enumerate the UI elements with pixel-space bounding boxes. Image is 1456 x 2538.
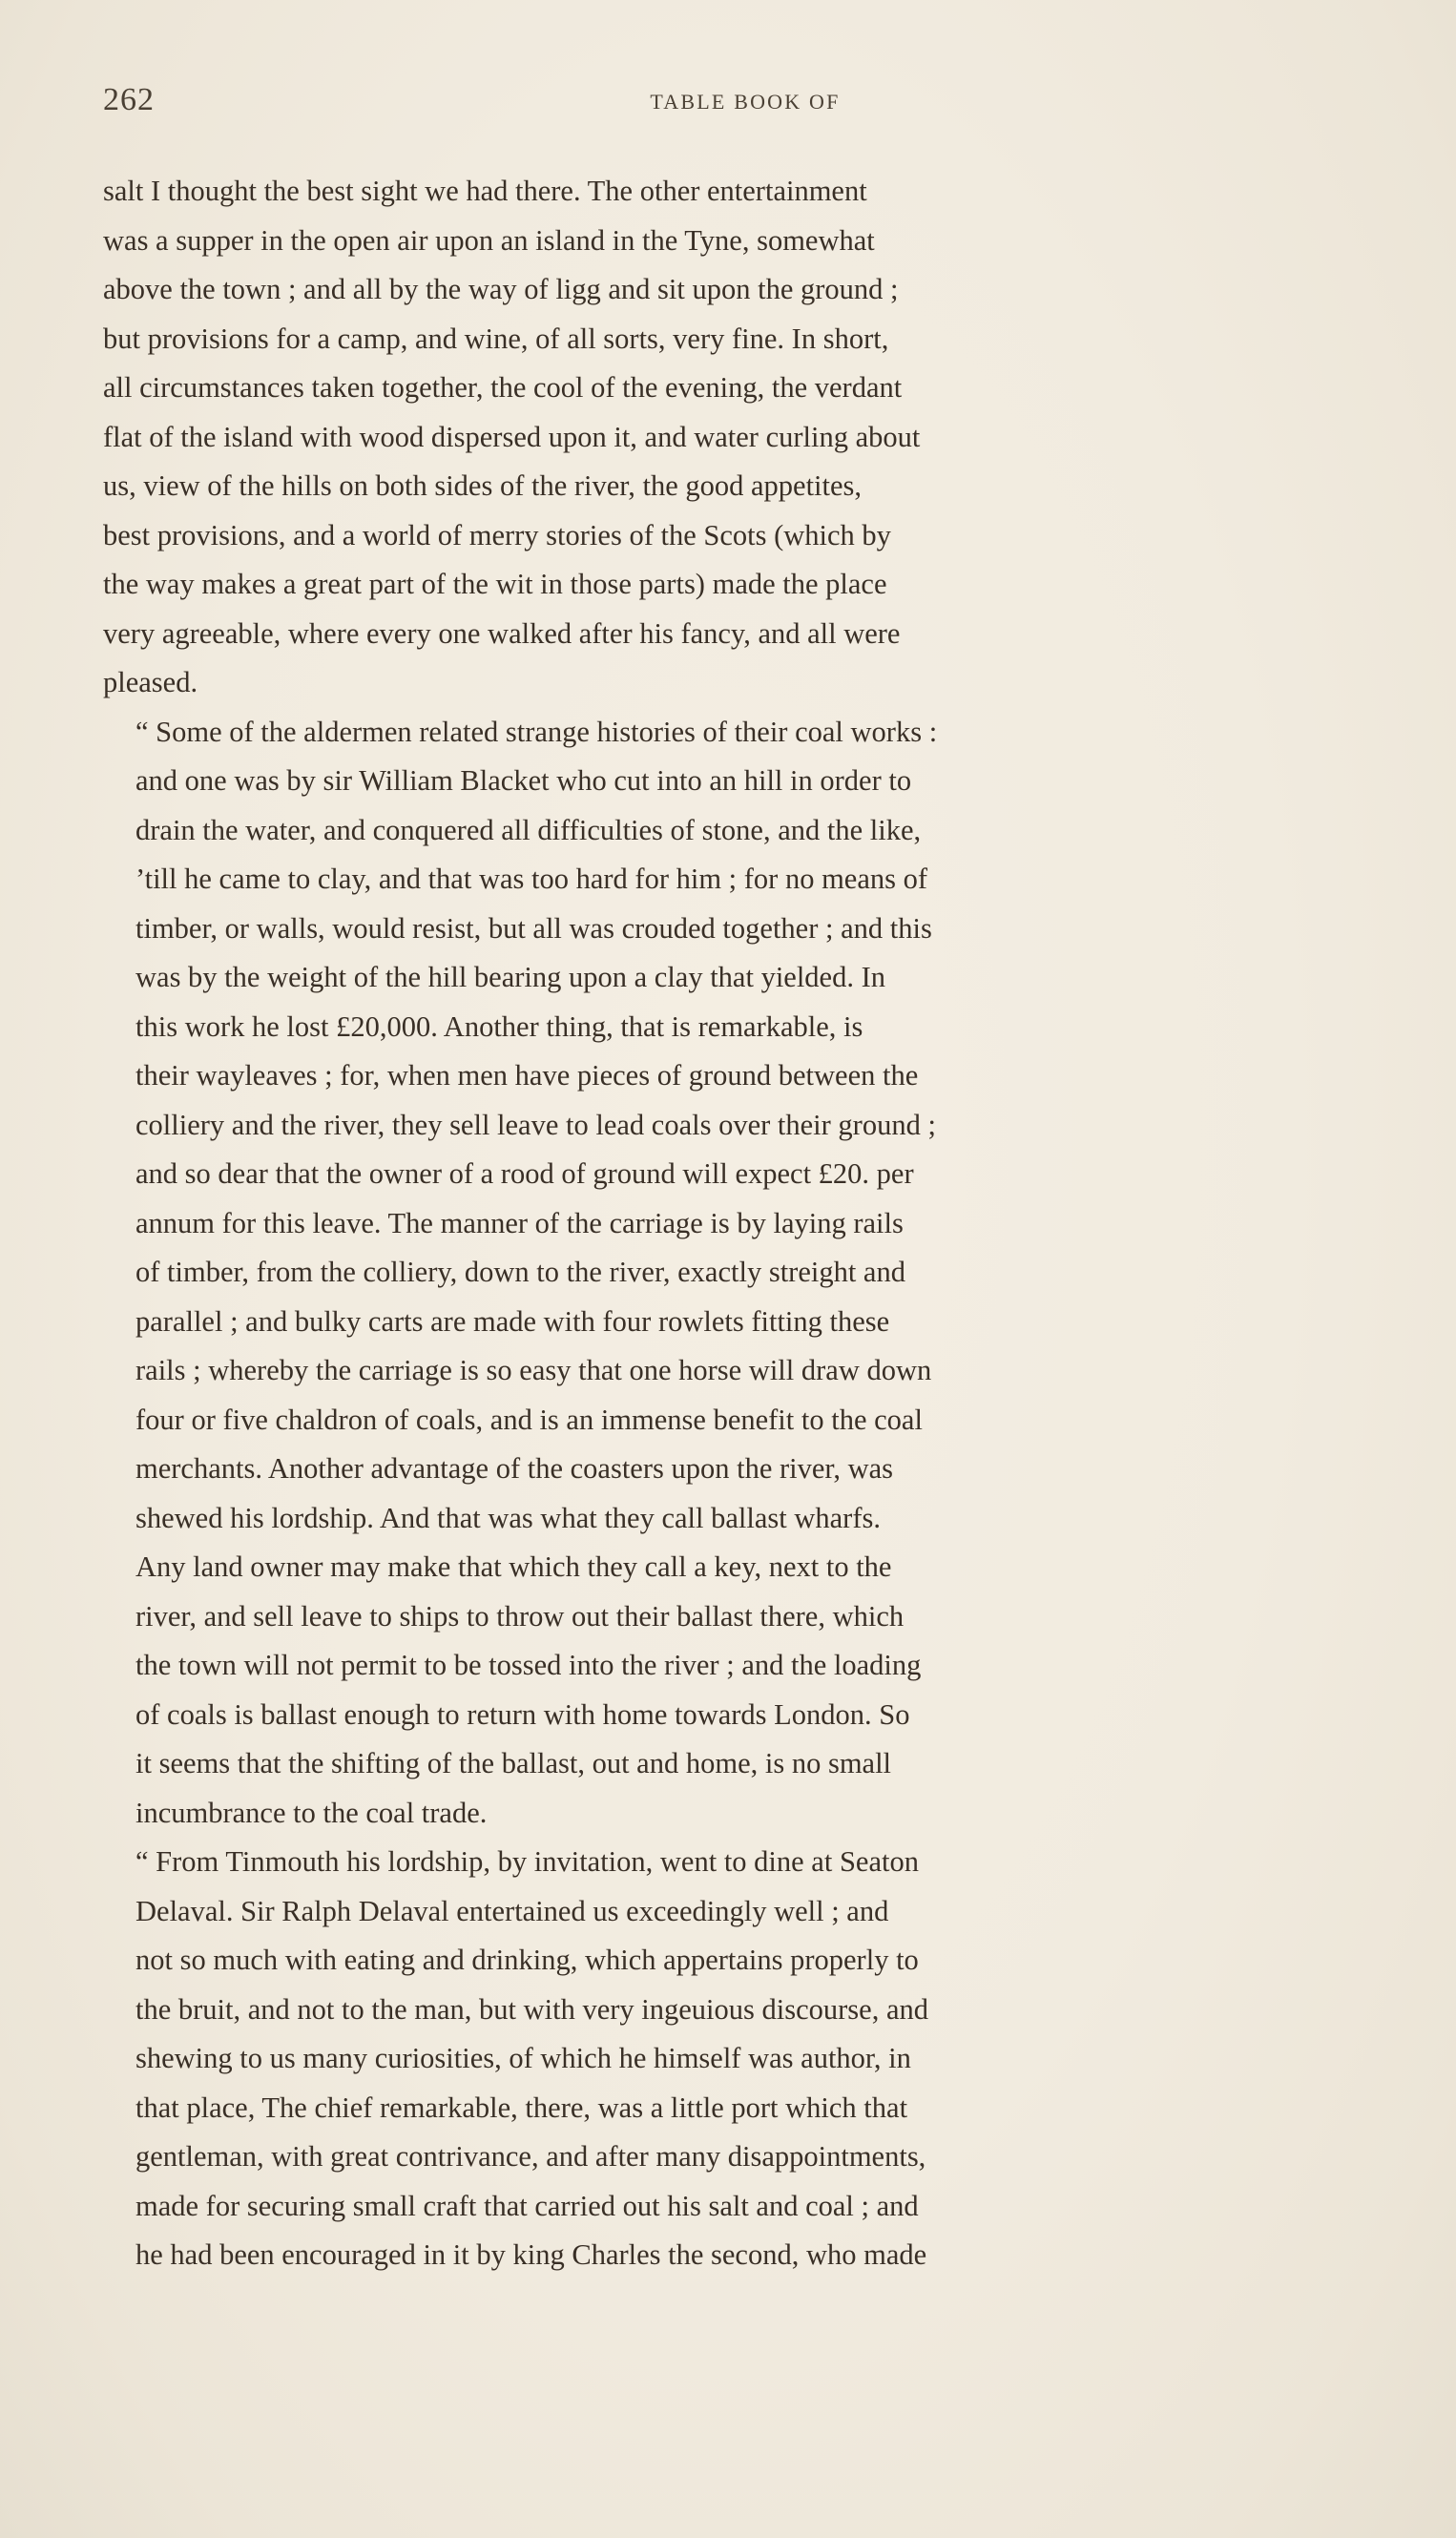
text-line: annum for this leave. The manner of the carriage is by laying rails — [135, 1206, 904, 1239]
text-line: all circumstances taken together, the cool of the evening, the verdant — [103, 371, 903, 404]
text-line: best provisions, and a world of merry stories of the Scots (which by — [103, 518, 891, 551]
text-line: above the town ; and all by the way of ligg and sit upon the ground ; — [103, 273, 899, 305]
text-line: salt I thought the best sight we had there. The other entertainment — [103, 175, 867, 207]
text-line: the town will not permit to be tossed into the river ; and the loading — [135, 1649, 922, 1681]
page-body — [103, 167, 1286, 2280]
text-line: incumbrance to the coal trade. — [135, 1796, 488, 1829]
text-line: river, and sell leave to ships to throw out their ballast there, which — [135, 1599, 905, 1633]
text-line: this work he lost £20,000. Another thing, that is remarkable, is — [135, 1009, 863, 1043]
text-line: the bruit, and not to the man, but with very ingeuious discourse, and — [135, 1992, 928, 2026]
running-head: TABLE BOOK OF — [650, 90, 841, 114]
text-line: that place, The chief remarkable, there, was a little port which that — [135, 2091, 908, 2124]
text-line: it seems that the shifting of the ballast, out and home, is no small — [135, 1747, 892, 1779]
text-line: the way makes a great part of the wit in those parts) made the place — [103, 568, 887, 600]
text-line: shewing to us many curiosities, of which he himself was author, in — [135, 2042, 911, 2074]
text-line: colliery and the river, they sell leave to lead coals over their ground ; — [135, 1108, 936, 1141]
text-line: gentleman, with great contrivance, and after many disappointments, — [135, 2140, 926, 2173]
text-line: timber, or walls, would resist, but all was crouded together ; and this — [135, 911, 932, 945]
text-line: very agreeable, where every one walked after his fancy, and all were — [103, 616, 901, 650]
page-number: 262 — [103, 82, 155, 117]
text-line: made for securing small craft that carried out his salt and coal ; and — [135, 2189, 919, 2222]
text-line: rails ; whereby the carriage is so easy that one horse will draw down — [135, 1354, 932, 1386]
text-line: he had been encouraged in it by king Charles the second, who made — [135, 2238, 927, 2271]
text-line: of timber, from the colliery, down to the river, exactly streight and — [135, 1256, 905, 1288]
text-line: was by the weight of the hill bearing upon a clay that yielded. In — [135, 961, 886, 993]
text-line: us, view of the hills on both sides of the river, the good appetites, — [103, 469, 863, 502]
page-header — [0, 82, 1456, 120]
paragraph-3 — [103, 1838, 1286, 2280]
text-line: “ Some of the aldermen related strange histories of their coal works : — [135, 715, 938, 748]
text-line: not so much with eating and drinking, which appertains properly to — [135, 1944, 919, 1976]
paragraph-2 — [103, 708, 1286, 1839]
text-line: parallel ; and bulky carts are made with four rowlets fitting these — [135, 1304, 890, 1338]
text-line: but provisions for a camp, and wine, of all sorts, very fine. In short, — [103, 322, 889, 355]
text-line: drain the water, and conquered all difficulties of stone, and the like, — [135, 813, 922, 846]
text-line: four or five chaldron of coals, and is an immense benefit to the coal — [135, 1403, 923, 1436]
text-line: Any land owner may make that which they call a key, next to the — [135, 1550, 892, 1583]
text-line: pleased. — [103, 666, 198, 698]
text-line: merchants. Another advantage of the coasters upon the river, was — [135, 1452, 894, 1485]
text-line: Delaval. Sir Ralph Delaval entertained us exceedingly well ; and — [135, 1894, 889, 1927]
text-line: ’till he came to clay, and that was too hard for him ; for no means of — [135, 863, 928, 895]
text-line: flat of the island with wood dispersed upon it, and water curling about — [103, 420, 921, 453]
text-line: their wayleaves ; for, when men have pieces of ground between the — [135, 1059, 919, 1092]
text-line: of coals is ballast enough to return with home towards London. So — [135, 1697, 910, 1731]
text-line: “ From Tinmouth his lordship, by invitation, went to dine at Seaton — [135, 1845, 919, 1878]
paragraph-1 — [103, 167, 1286, 708]
text-line: and one was by sir William Blacket who cut into an hill in order to — [135, 764, 912, 797]
text-line: and so dear that the owner of a rood of ground will expect £20. per — [135, 1157, 914, 1190]
text-line: was a supper in the open air upon an island in the Tyne, somewhat — [103, 223, 875, 257]
text-line: shewed his lordship. And that was what they call ballast wharfs. — [135, 1501, 881, 1534]
